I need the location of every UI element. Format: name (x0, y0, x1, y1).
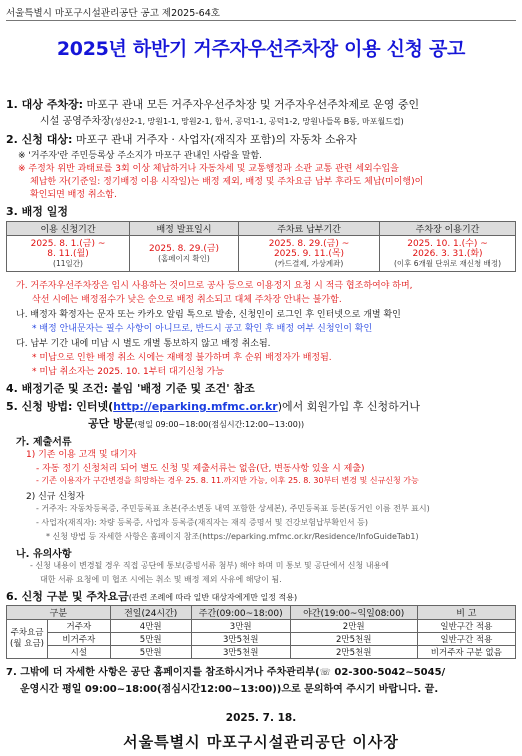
announce-date: 2025. 8. 29.(금) (148, 244, 220, 254)
fee-header-cell: 구분 (7, 606, 111, 620)
fee-note: 일반구간 적용 (417, 620, 515, 633)
docs-new-heading: 2) 신규 신청자 (26, 492, 85, 502)
schedule-table (6, 221, 516, 272)
caution-2: 대한 서류 요청에 미 협조 시에는 취소 및 배정 제외 사유에 해당이 됨. (40, 575, 282, 584)
fee-night: 2만5천원 (290, 633, 417, 646)
section-2-note-arrears-2: 체납한 자(기준일: 정기배정 이용 시작일)는 배정 제외, 배정 및 주차요금 납부 후라도 체납(미이행)이 (30, 177, 424, 187)
section-1-facility-list: (성산2-1, 망원1-1, 망원2-1, 합서, 공덕1-1, 공덕1-2, 망원나들목 B동, 마포월드컵) (110, 117, 404, 126)
section-1-line2 (40, 112, 404, 127)
docs-existing-1: - 자동 정기 신청처리 되어 별도 신청 및 제출서류는 없음(단, 변동사항 있을 시 제출) (36, 464, 365, 474)
fee-row (7, 633, 516, 646)
schedule-cell-apply (7, 236, 130, 272)
fee-row (7, 620, 516, 633)
section-7-line2: 운영시간 평일 09:00~18:00(점심시간12:00~13:00))으로 문의하여 주시기 바랍니다. 끝. (20, 684, 439, 695)
section-3-label: 3. 배정 일정 (6, 205, 68, 218)
docs-existing-heading: 1) 기존 이용 고객 및 대기자 (26, 450, 137, 460)
schedule-cell-payment (239, 236, 380, 272)
schedule-header-cell: 주차장 이용기간 (380, 222, 516, 236)
fee-type: 비거주자 (48, 633, 111, 646)
section-3-na-1: 나. 배정자 확정자는 문자 또는 카카오 알림 톡으로 발송, 신청인이 로그인 후 인터넷으로 개별 확인 (16, 310, 401, 320)
section-3-da-3: * 미납 취소자는 2025. 10. 1부터 대기신청 가능 (32, 367, 225, 377)
section-2-note-arrears-3: 확인되면 배정 취소함. (30, 190, 117, 200)
section-1-text: 마포구 관내 모든 거주자우선주차장 및 거주자우선주차제로 운영 중인 (83, 98, 420, 111)
usage-end: 2026. 3. 31.(화) (412, 249, 483, 259)
section-3-ga-2: 삭선 시에는 배정점수가 낮은 순으로 배정 취소되고 대체 주차장 안내는 불가함. (32, 295, 342, 305)
usage-note: (이후 6개월 단위로 재신청 배정) (393, 259, 502, 268)
apply-period-end: 8. 11.(월) (47, 249, 89, 259)
section-1-facility: 시설 공영주차장 (40, 116, 111, 127)
section-6-note: (관련 조례에 따라 일반 대상자에게만 일정 적용) (128, 593, 298, 602)
fee-type: 거주자 (48, 620, 111, 633)
fee-header-cell: 전일(24시간) (110, 606, 191, 620)
notice-date: 2025. 7. 18. (225, 712, 297, 724)
section-7-text-a: 7. 그밖에 더 자세한 사항은 공단 홈페이지를 참조하시거나 주차관리부( (6, 667, 320, 678)
payment-note: (카드결제, 가상계좌) (274, 259, 344, 268)
docs-new-resident: - 거주자: 자동차등록증, 주민등록표 초본(주소변동 내역 포함한 상세본), 주민등록표 등본(동거인 이름 전부 표시) (36, 504, 430, 513)
schedule-header-cell: 주차료 납부기간 (239, 222, 380, 236)
apply-period-start: 2025. 8. 1.(금) ~ (30, 239, 106, 249)
docs-existing-2: - 기존 이용자가 구간변경을 희망하는 경우 25. 8. 11.까지만 가능, 이후 25. 8. 30부터 변경 및 신규신청 가능 (36, 476, 419, 485)
fee-night: 2만원 (290, 620, 417, 633)
section-5-label: 5. 신청 방법: (6, 400, 73, 413)
fee-header-row (7, 606, 516, 620)
section-5 (6, 398, 420, 414)
section-5-pre: 인터넷( (72, 400, 114, 413)
section-2 (6, 131, 357, 147)
schedule-cell-usage (380, 236, 516, 272)
announce-note: (홈페이지 확인) (158, 254, 210, 263)
section-7-line1 (6, 663, 445, 678)
schedule-row (7, 236, 516, 272)
caution-heading: 나. 유의사항 (16, 549, 72, 560)
caution-1: - 신청 내용이 변경될 경우 직접 공단에 통보(증빙서류 첨부) 해야 하며 미 통보 및 공단에서 신청 내용에 (30, 561, 389, 570)
payment-end: 2025. 9. 11.(목) (273, 249, 345, 259)
fee-header-cell: 주간(09:00~18:00) (191, 606, 290, 620)
docs-heading: 가. 제출서류 (16, 437, 72, 448)
fee-header-cell: 비 고 (417, 606, 515, 620)
fee-note: 비거주자 구분 없음 (417, 646, 515, 659)
section-5-hours: (평일 09:00~18:00(점심시간:12:00~13:00)) (134, 420, 305, 429)
fee-all-day: 5만원 (110, 646, 191, 659)
notice-number: 서울특별시 마포구시설관리공단 공고 제2025-64호 (6, 8, 220, 19)
schedule-header-cell: 이용 신청기간 (7, 222, 130, 236)
section-5-visit: 공단 방문 (88, 417, 135, 430)
section-3-da-2: * 미납으로 인한 배정 취소 시에는 재배정 불가하며 후 순위 배정자가 배정됨. (32, 353, 332, 363)
fee-all-day: 4만원 (110, 620, 191, 633)
fee-daytime: 3만5천원 (191, 633, 290, 646)
usage-start: 2025. 10. 1.(수) ~ (407, 239, 488, 249)
fee-row (7, 646, 516, 659)
phone-icon: ☏ (319, 668, 331, 678)
payment-start: 2025. 8. 29.(금) ~ (268, 239, 350, 249)
fee-night: 2만5천원 (290, 646, 417, 659)
section-5-post: )에서 회원가입 후 신청하거나 (277, 400, 421, 413)
section-4: 4. 배정기준 및 조건: 붙임 '배정 기준 및 조건' 참조 (6, 382, 255, 395)
schedule-header-row (7, 222, 516, 236)
apply-period-note: (11일간) (53, 259, 83, 268)
fee-daytime: 3만5천원 (191, 646, 290, 659)
section-2-note-resident: ※ '거주자'란 주민등록상 주소지가 마포구 관내인 사람을 말함. (18, 151, 263, 161)
section-2-label: 2. 신청 대상: (6, 133, 73, 146)
fee-daytime: 3만원 (191, 620, 290, 633)
issuing-organization: 서울특별시 마포구시설관리공단 이사장 (123, 733, 399, 751)
section-3-na-2: * 배정 안내문자는 필수 사항이 아니므로, 반드시 공고 확인 후 배정 여부 신청인이 확인 (32, 324, 373, 334)
schedule-cell-announce (130, 236, 239, 272)
section-6 (6, 588, 297, 604)
fee-table (6, 605, 516, 659)
fee-header-cell: 야간(19:00~익일08:00) (290, 606, 417, 620)
docs-new-business: - 사업자(재직자): 차량 등록증, 사업자 등록증(재직자는 재직 증명서 및 건강보험납부확인서 등) (36, 518, 368, 527)
fee-type: 시설 (48, 646, 111, 659)
eparking-link[interactable]: http://eparking.mfmc.or.kr (113, 400, 278, 413)
fee-all-day: 5만원 (110, 633, 191, 646)
section-1 (6, 96, 419, 112)
fee-group-label: 주차요금 (월 요금) (7, 620, 48, 659)
section-2-note-arrears-1: ※ 주정차 위반 과태료를 3회 이상 체납하거나 자동차세 및 교통행정과 소관 교통 관련 세외수입을 (18, 164, 399, 174)
header-divider (6, 20, 516, 21)
section-7-phone: 02-300-5042~5045/ (330, 667, 446, 678)
schedule-header-cell: 배정 발표일시 (130, 222, 239, 236)
fee-note: 일반구간 적용 (417, 633, 515, 646)
page-title: 2025년 하반기 거주자우선주차장 이용 신청 공고 (56, 38, 466, 60)
section-2-text: 마포구 관내 거주자 · 사업자(재직자 포함)의 자동차 소유자 (72, 133, 357, 146)
docs-new-guide: * 신청 방법 등 자세한 사항은 홈페이지 참조(https://eparking.mfmc.or.kr/Residence/InfoGuideTab1) (46, 532, 419, 541)
section-6-label: 6. 신청 구분 및 주차요금 (6, 590, 129, 603)
section-5-line2 (88, 415, 304, 431)
section-3-ga-1: 가. 거주자우선주차장은 임시 사용하는 것이므로 공사 등으로 이용정지 요청 시 적극 협조하여야 하며, (16, 281, 413, 291)
section-3-da-1: 다. 납부 기간 내에 미납 시 별도 개별 통보하지 않고 배정 취소됨. (16, 339, 271, 349)
section-1-label: 1. 대상 주차장: (6, 98, 84, 111)
